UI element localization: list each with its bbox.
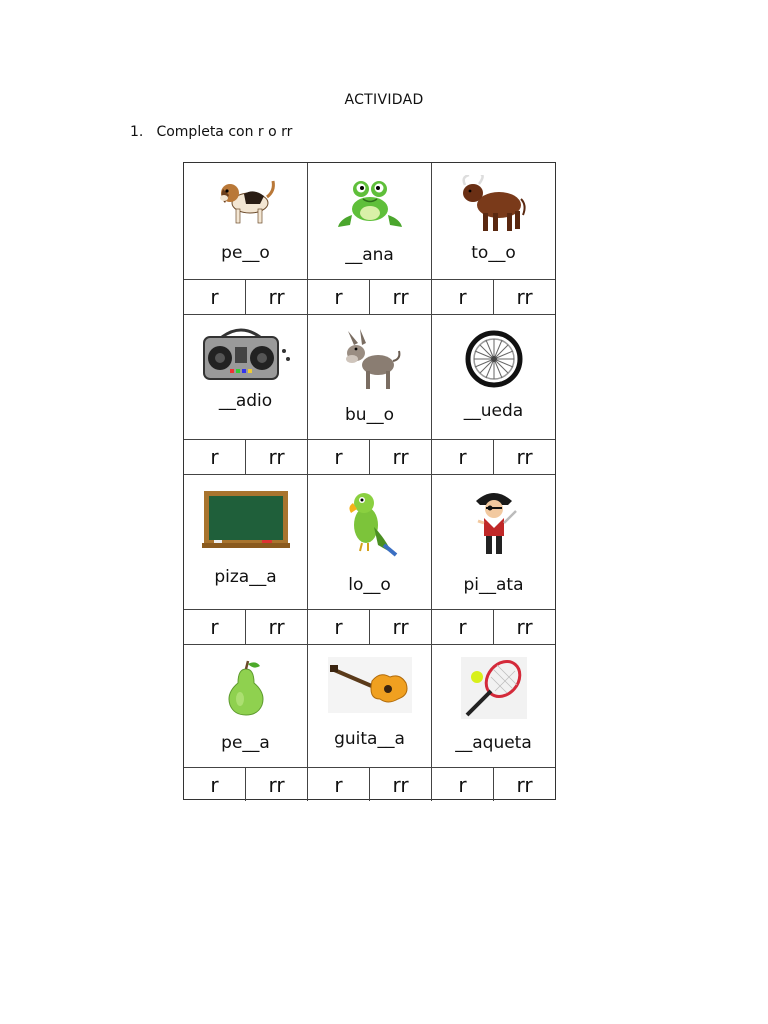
word-blank: __adio bbox=[218, 391, 273, 411]
option-rr[interactable]: rr bbox=[369, 440, 431, 474]
exercise-cell bbox=[431, 645, 555, 767]
option-rr[interactable]: rr bbox=[245, 610, 307, 644]
option-r[interactable]: r bbox=[210, 615, 219, 639]
instruction-text: Completa con r o rr bbox=[156, 124, 293, 140]
option-r[interactable]: r bbox=[307, 610, 369, 644]
exercise-cell bbox=[184, 645, 307, 767]
word-blank: guita__a bbox=[334, 729, 405, 749]
donkey-icon bbox=[338, 325, 402, 391]
option-rr[interactable]: rr bbox=[493, 768, 555, 801]
option-r[interactable]: r bbox=[431, 280, 493, 314]
parrot-icon bbox=[340, 487, 400, 559]
frog-icon bbox=[335, 175, 405, 231]
option-rr[interactable]: rr bbox=[245, 440, 307, 474]
radio-icon bbox=[200, 325, 292, 385]
option-r[interactable]: r bbox=[431, 610, 493, 644]
option-r[interactable]: r bbox=[210, 445, 219, 469]
wheel-icon bbox=[464, 329, 524, 389]
bull-icon bbox=[459, 175, 529, 235]
word-blank: piza__a bbox=[214, 567, 277, 587]
option-row bbox=[184, 439, 555, 475]
picture-row bbox=[184, 163, 555, 279]
option-rr[interactable]: rr bbox=[369, 768, 431, 801]
word-blank: __ana bbox=[345, 245, 394, 265]
option-r[interactable]: r bbox=[210, 772, 219, 797]
option-r[interactable]: r bbox=[307, 440, 369, 474]
page-title: ACTIVIDAD bbox=[344, 92, 424, 108]
guitar-icon bbox=[328, 657, 412, 713]
exercise-cell bbox=[431, 315, 555, 439]
option-rr[interactable]: rr bbox=[369, 610, 431, 644]
exercise-cell bbox=[307, 315, 431, 439]
word-blank: lo__o bbox=[348, 575, 391, 595]
exercise-cell bbox=[184, 163, 307, 279]
option-r[interactable]: r bbox=[431, 768, 493, 801]
option-row bbox=[184, 767, 555, 801]
exercise-cell bbox=[184, 475, 307, 609]
exercise-cell bbox=[307, 163, 431, 279]
picture-row bbox=[184, 645, 555, 767]
option-row bbox=[184, 279, 555, 315]
word-blank: pe__o bbox=[221, 243, 270, 263]
word-blank: __aqueta bbox=[455, 733, 532, 753]
option-r[interactable]: r bbox=[307, 280, 369, 314]
option-rr[interactable]: rr bbox=[369, 280, 431, 314]
option-rr[interactable]: rr bbox=[245, 768, 307, 801]
option-row bbox=[184, 609, 555, 645]
option-rr[interactable]: rr bbox=[493, 610, 555, 644]
option-r[interactable]: r bbox=[431, 440, 493, 474]
racket-icon bbox=[461, 657, 527, 719]
option-r[interactable]: r bbox=[307, 768, 369, 801]
exercise-cell bbox=[307, 475, 431, 609]
pirate-icon bbox=[468, 487, 520, 559]
option-r[interactable]: r bbox=[210, 285, 219, 309]
word-blank: __ueda bbox=[463, 401, 524, 421]
exercise-cell bbox=[431, 163, 555, 279]
option-rr[interactable]: rr bbox=[245, 280, 307, 314]
option-rr[interactable]: rr bbox=[493, 280, 555, 314]
exercise-grid bbox=[183, 162, 556, 800]
instruction bbox=[130, 124, 292, 140]
picture-row bbox=[184, 475, 555, 609]
dog-icon bbox=[214, 175, 278, 227]
exercise-cell bbox=[431, 475, 555, 609]
word-blank: pi__ata bbox=[463, 575, 524, 595]
exercise-cell bbox=[184, 315, 307, 439]
word-blank: pe__a bbox=[221, 733, 270, 753]
word-blank: to__o bbox=[471, 243, 516, 263]
exercise-cell bbox=[307, 645, 431, 767]
chalkboard-icon bbox=[202, 489, 290, 549]
option-rr[interactable]: rr bbox=[493, 440, 555, 474]
word-blank: bu__o bbox=[345, 405, 394, 425]
instruction-number: 1. bbox=[130, 124, 144, 140]
picture-row bbox=[184, 315, 555, 439]
pear-icon bbox=[224, 659, 268, 717]
